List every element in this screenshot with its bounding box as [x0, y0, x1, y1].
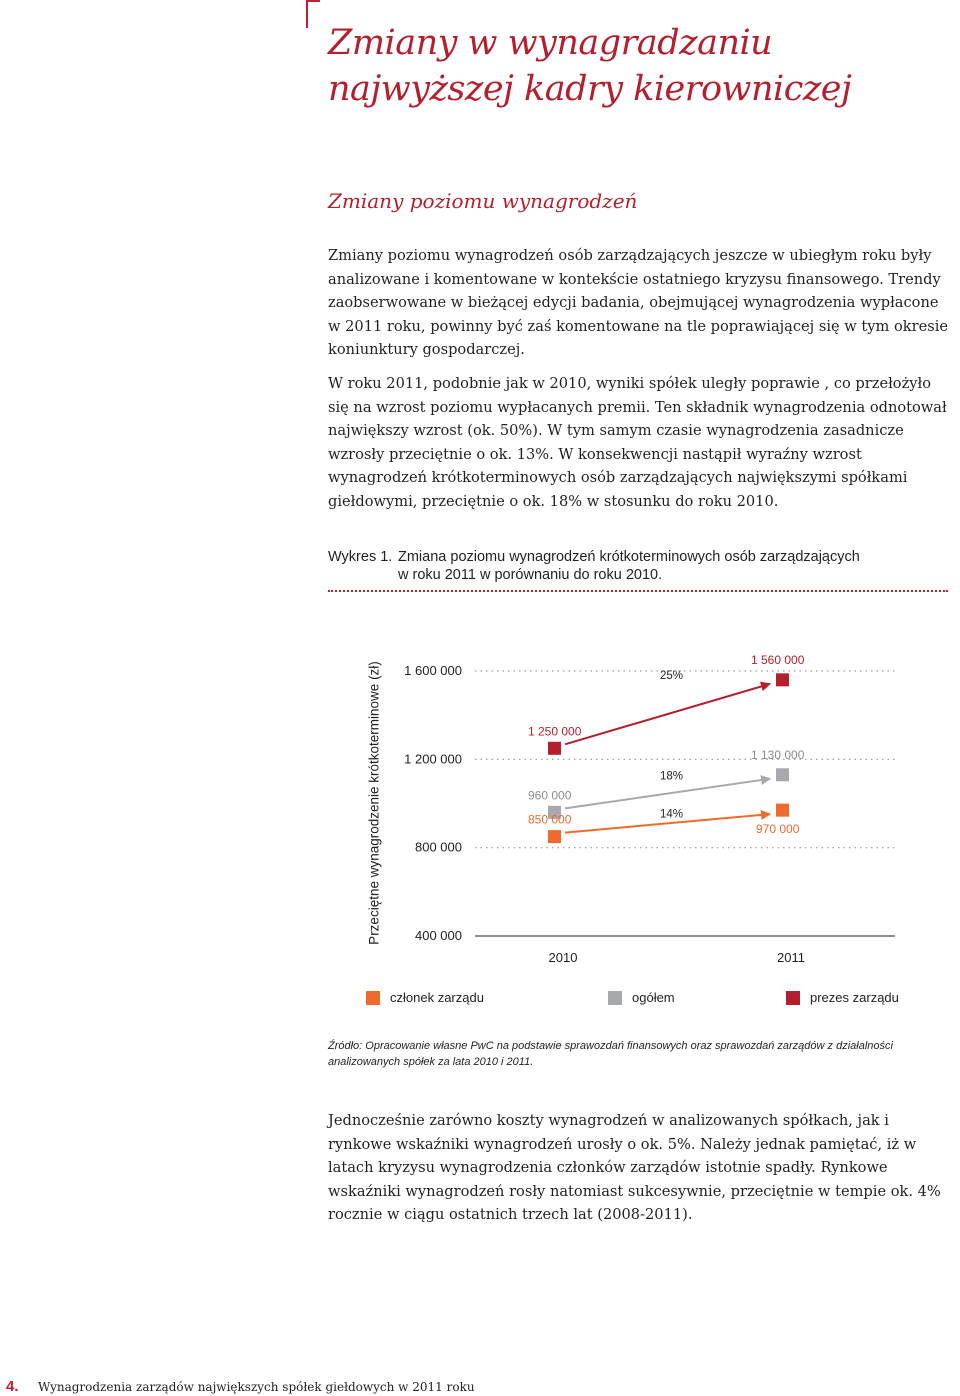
change-label: 18% — [660, 770, 684, 783]
figure-caption-line1: Zmiana poziomu wynagrodzeń krótkoterminowych osób zarządzających — [398, 549, 860, 565]
paragraph-results: W roku 2011, podobnie jak w 2010, wyniki spółek uległy poprawie , co przełożyło się na wzrost poziomu wypłacanych premii. Ten składnik wynagrodzenia odnotował największy wzrost (ok. 50%). W tym samym czasie wynagrodzenia zasadnicze wzrosły przeciętnie o ok. 13%. W konsekwencji nastąpił wyraźny wzrost wynagrodzeń krótkoterminowych osób zarządzających największymi spółkami giełdowymi, przeciętnie o ok. 18% w stosunku do roku 2010. — [328, 375, 947, 510]
data-label: 960 000 — [528, 788, 572, 803]
section-title: Zmiany poziomu wynagrodzeń — [328, 189, 638, 213]
chart — [380, 650, 920, 970]
paragraph-market: Jednocześnie zarówno koszty wynagrodzeń w analizowanych spółkach, jak i rynkowe wskaźniki wynagrodzeń urosły o ok. 5%. Należy jednak pamiętać, iż w latach kryzysu wynagrodzenia członków zarządów istotnie spadły. Rynkowe wskaźniki wynagrodzeń rosły natomiast sukcesywnie, przeciętnie w tempie ok. 4% rocznie w ciągu ostatnich trzech lat (2008-2011). — [328, 1112, 941, 1223]
legend-swatch-prezes — [786, 991, 800, 1005]
legend-label-czlonek: członek zarządu — [390, 990, 484, 1005]
legend-swatch-czlonek — [366, 991, 380, 1005]
footer-text: Wynagrodzenia zarządów największych spółek giełdowych w 2011 roku — [38, 1380, 475, 1394]
legend-item-czlonek — [366, 990, 484, 1005]
page-title-line1: Zmiany w wynagradzaniu — [328, 23, 773, 63]
chart-ylabel: Przeciętne wynagrodzenie krótkoterminowe (zł) — [366, 661, 382, 945]
data-label: 1 560 000 — [751, 652, 805, 667]
page-footer — [6, 1378, 475, 1395]
x-tick-label: 2011 — [777, 950, 805, 965]
page-number: 4. — [6, 1378, 19, 1395]
corner-mark — [306, 0, 308, 28]
y-tick-label: 800 000 — [415, 839, 462, 855]
page-title — [328, 20, 948, 112]
legend-swatch-ogolem — [608, 991, 622, 1005]
source-note: Źródło: Opracowanie własne PwC na podstawie sprawozdań finansowych oraz sprawozdań zarządów z działalności analizowanych spółek za lata 2010 i 2011. — [328, 1040, 893, 1068]
y-tick-label: 400 000 — [415, 928, 462, 943]
data-label: 970 000 — [756, 822, 800, 837]
figure-caption — [328, 548, 928, 584]
legend-item-prezes — [786, 990, 899, 1005]
data-label: 1 130 000 — [751, 747, 805, 762]
series-line — [565, 779, 770, 809]
change-label: 25% — [660, 670, 684, 683]
figure-label: Wykres 1. — [328, 549, 393, 565]
legend-item-ogolem — [608, 990, 675, 1005]
legend-label-ogolem: ogółem — [632, 990, 675, 1005]
data-point — [776, 673, 789, 686]
y-tick-label: 1 200 000 — [404, 751, 462, 767]
data-label: 1 250 000 — [528, 724, 582, 739]
legend-label-prezes: prezes zarządu — [810, 990, 899, 1005]
change-label: 14% — [660, 808, 684, 821]
paragraph-intro: Zmiany poziomu wynagrodzeń osób zarządzających jeszcze w ubiegłym roku były analizowane i komentowane w kontekście ostatniego kryzysu finansowego. Trendy zaobserwowane w bieżącej edycji badania, obejmującej wynagrodzenia wypłacone w 2011 roku, powinny być zaś komentowane na tle poprawiającej się w tym okresie koniunktury gospodarczej. — [328, 247, 949, 358]
data-point — [548, 830, 561, 843]
data-point — [776, 768, 789, 781]
x-tick-label: 2010 — [548, 950, 578, 965]
caption-divider — [328, 590, 948, 592]
page-title-line2: najwyższej kadry kierowniczej — [328, 69, 852, 109]
series-line — [565, 684, 770, 744]
figure-caption-line2: w roku 2011 w porównaniu do roku 2010. — [398, 567, 663, 583]
y-tick-label: 1 600 000 — [404, 663, 462, 678]
data-label: 850 000 — [528, 812, 572, 827]
data-point — [776, 804, 789, 817]
data-point — [548, 742, 561, 755]
